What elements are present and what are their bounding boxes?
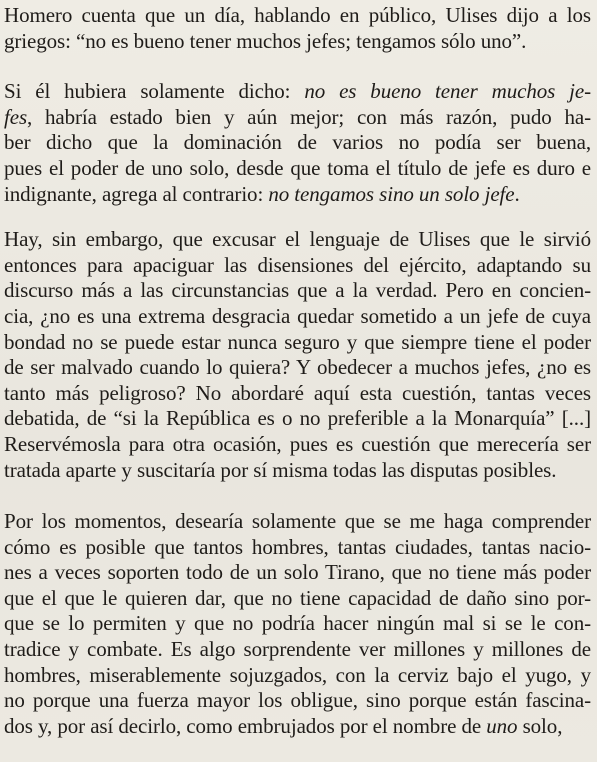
text-line: [4, 156, 591, 182]
text-run: dos y, por así decirlo, como embrujados por el nombre de: [4, 713, 487, 738]
text-run: indignante, agrega al contrario:: [4, 181, 269, 206]
body-text: [4, 3, 591, 739]
text-run: cia, ¿no es una extrema desgracia quedar sometido a un jefe de cuya: [4, 303, 591, 328]
text-run: debatida, de “si la República es o no preferible a la Monarquía” [...]: [4, 406, 591, 431]
text-run: Por los momentos, desearía solamente que se me haga comprender: [4, 509, 591, 534]
text-run: griegos: “no es bueno tener muchos jefes; tengamos sólo uno”.: [4, 28, 527, 53]
paragraph-gap: [4, 483, 591, 509]
text-line: [4, 29, 591, 55]
text-line: [4, 278, 591, 304]
text-line: [4, 355, 591, 381]
text-line: [4, 535, 591, 561]
text-line: [4, 381, 591, 407]
text-run: cómo es posible que tantos hombres, tantas ciudades, tantas nacio-: [4, 534, 591, 559]
text-run: que el que le quieren dar, que no tiene capacidad de daño sino por-: [4, 585, 591, 610]
text-line: [4, 688, 591, 714]
paragraph-gap: [4, 207, 591, 227]
text-run: Hay, sin embargo, que excusar el lenguaje de Ulises que le sirvió: [4, 227, 591, 252]
text-run: ber dicho que la dominación de varios no podía ser buena,: [4, 130, 591, 155]
text-line: [4, 663, 591, 689]
text-run: que se lo permiten y que no podría hacer ningún mal si se le con-: [4, 611, 591, 636]
text-line: [4, 406, 591, 432]
text-line: [4, 586, 591, 612]
text-line: [4, 182, 591, 208]
text-line: [4, 105, 591, 131]
text-run: .: [514, 181, 520, 206]
text-line: [4, 130, 591, 156]
text-run: no es bueno tener muchos je-: [304, 79, 591, 104]
text-run: Reservémosla para otra ocasión, pues es cuestión que merecería ser: [4, 431, 591, 456]
text-run: de ser malvado cuando lo quiera? Y obedecer a muchos jefes, ¿no es: [4, 355, 591, 380]
text-line: [4, 79, 591, 105]
text-run: hombres, miserablemente sojuzgados, con la cerviz bajo el yugo, y: [4, 662, 591, 687]
paragraph-4: [4, 509, 591, 739]
text-run: no tengamos sino un solo jefe: [268, 181, 515, 206]
text-run: Homero cuenta que un día, hablando en público, Ulises dijo a los: [4, 3, 591, 27]
text-line: [4, 637, 591, 663]
text-line: [4, 253, 591, 279]
text-run: tradice y combate. Es algo sorprendente ver millones y millones de: [4, 637, 591, 662]
text-run: pues el poder de uno solo, desde que toma el título de jefe es duro e: [4, 155, 591, 180]
text-line: [4, 227, 591, 253]
text-run: discurso más a las circunstancias que a la verdad. Pero en concien-: [4, 278, 591, 303]
text-run: entonces para apaciguar las disensiones del ejército, adaptando su: [4, 252, 591, 277]
text-run: tanto más peligroso? No abordaré aquí esta cuestión, tantas veces: [4, 380, 591, 405]
text-line: [4, 509, 591, 535]
paragraph-2: [4, 79, 591, 207]
text-run: Si él hubiera solamente dicho:: [4, 79, 305, 104]
paragraph-3: [4, 227, 591, 483]
text-run: tratada aparte y suscitaría por sí misma todas las disputas posibles.: [4, 457, 557, 482]
text-line: [4, 3, 591, 29]
text-run: nes a veces soporten todo de un solo Tirano, que no tiene más poder: [4, 560, 591, 585]
text-line: [4, 330, 591, 356]
text-line: [4, 714, 591, 740]
text-line: [4, 304, 591, 330]
text-line: [4, 432, 591, 458]
text-run: bondad no se puede estar nunca seguro y que siempre tiene el poder: [4, 329, 591, 354]
text-run: uno: [486, 713, 518, 738]
text-line: [4, 560, 591, 586]
text-line: [4, 611, 591, 637]
paragraph-gap: [4, 54, 591, 79]
text-run: , habría estado bien y aún mejor; con más razón, pudo ha-: [27, 104, 591, 129]
text-run: solo,: [517, 713, 563, 738]
text-run: fes: [4, 104, 28, 129]
text-line: [4, 458, 591, 484]
text-run: no porque una fuerza mayor los obligue, sino porque están fascina-: [4, 688, 591, 713]
paragraph-1: [4, 3, 591, 54]
